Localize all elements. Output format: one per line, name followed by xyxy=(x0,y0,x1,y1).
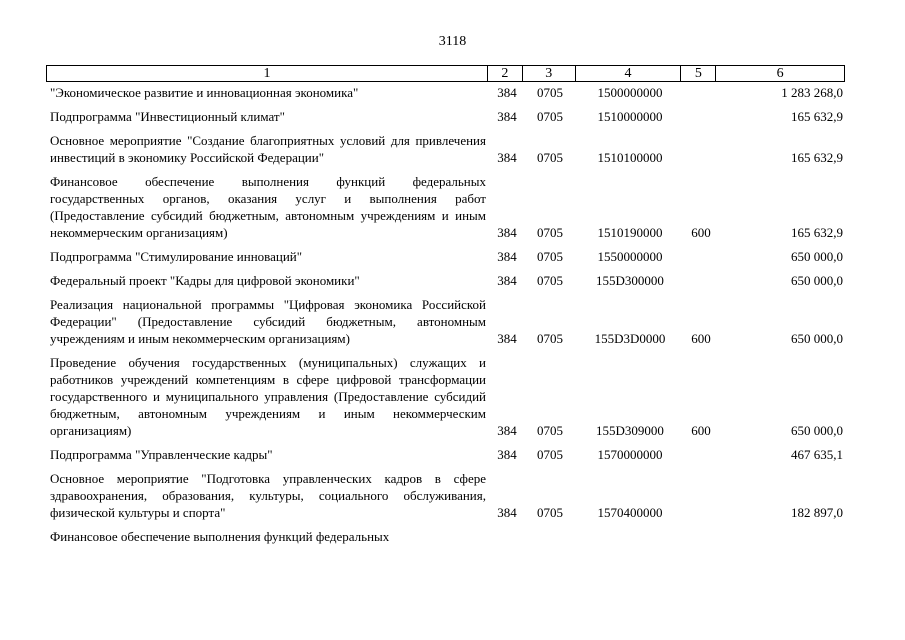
row-amount: 1 283 268,0 xyxy=(781,85,843,100)
page-number: 3118 xyxy=(438,34,467,49)
row-ministry-code: 384 xyxy=(497,249,517,264)
header-col-3: 3 xyxy=(523,66,576,81)
table-row xyxy=(46,108,845,125)
row-description: "Экономическое развитие и инновационная экономика" xyxy=(50,85,359,100)
row-target-article: 1570000000 xyxy=(597,447,663,462)
row-target-article: 1500000000 xyxy=(597,85,663,100)
row-section-code: 0705 xyxy=(537,109,563,124)
row-amount: 165 632,9 xyxy=(791,225,843,240)
row-amount: 165 632,9 xyxy=(791,150,843,165)
table-row xyxy=(46,272,845,289)
row-target-article: 155D3D0000 xyxy=(594,331,666,346)
row-ministry-code: 384 xyxy=(497,273,517,288)
row-section-code: 0705 xyxy=(537,331,563,346)
row-ministry-code: 384 xyxy=(497,331,517,346)
row-target-article: 1570400000 xyxy=(597,505,663,520)
row-expense-type: 600 xyxy=(691,225,711,240)
row-ministry-code: 384 xyxy=(497,85,517,100)
row-description: Подпрограмма "Инвестиционный климат" xyxy=(50,109,285,124)
row-description: Федеральный проект "Кадры для цифровой экономики" xyxy=(50,273,360,288)
row-ministry-code: 384 xyxy=(497,150,517,165)
row-description: Подпрограмма "Стимулирование инноваций" xyxy=(50,249,303,264)
row-ministry-code: 384 xyxy=(497,225,517,240)
row-ministry-code: 384 xyxy=(497,109,517,124)
table-row xyxy=(46,84,845,101)
row-section-code: 0705 xyxy=(537,225,563,240)
row-section-code: 0705 xyxy=(537,447,563,462)
row-section-code: 0705 xyxy=(537,150,563,165)
row-description: Подпрограмма "Управленческие кадры" xyxy=(50,447,273,462)
row-expense-type: 600 xyxy=(691,331,711,346)
table-row xyxy=(46,132,845,166)
row-amount: 650 000,0 xyxy=(791,273,843,288)
row-section-code: 0705 xyxy=(537,249,563,264)
row-target-article: 1550000000 xyxy=(597,249,663,264)
table-row xyxy=(46,296,845,347)
table-row xyxy=(46,354,845,439)
header-col-5: 5 xyxy=(681,66,716,81)
row-amount: 165 632,9 xyxy=(791,109,843,124)
row-target-article: 1510100000 xyxy=(597,150,663,165)
row-section-code: 0705 xyxy=(537,273,563,288)
table-header xyxy=(46,65,845,82)
row-amount: 650 000,0 xyxy=(791,249,843,264)
row-description: Проведение обучения государственных (муниципальных) служащих и работников учреждений компетенциям в сфере цифровой трансформации государственного и муниципального управления (Предоставление субсидий бюджетным, автономным учреждениям и иным некоммерческим организациям) xyxy=(50,355,486,438)
row-section-code: 0705 xyxy=(537,423,563,438)
row-section-code: 0705 xyxy=(537,505,563,520)
table-body xyxy=(46,84,845,552)
table-row xyxy=(46,446,845,463)
header-col-2: 2 xyxy=(488,66,523,81)
row-description: Реализация национальной программы "Цифровая экономика Российской Федерации" (Предоставление субсидий бюджетным, автономным учреждениям и иным некоммерческим организациям) xyxy=(50,297,486,346)
row-target-article: 1510000000 xyxy=(597,109,663,124)
row-ministry-code: 384 xyxy=(497,505,517,520)
header-col-1: 1 xyxy=(47,66,488,81)
table-row xyxy=(46,528,845,545)
row-ministry-code: 384 xyxy=(497,447,517,462)
header-col-6: 6 xyxy=(776,66,784,81)
table-row xyxy=(46,248,845,265)
row-amount: 182 897,0 xyxy=(791,505,843,520)
header-col-4: 4 xyxy=(576,66,682,81)
row-target-article: 155D300000 xyxy=(596,273,664,288)
row-description: Основное мероприятие "Подготовка управленческих кадров в сфере здравоохранения, образования, культуры, социального обслуживания, физической культуры и спорта" xyxy=(50,471,486,520)
row-ministry-code: 384 xyxy=(497,423,517,438)
row-description: Основное мероприятие "Создание благоприятных условий для привлечения инвестиций в экономику Российской Федерации" xyxy=(50,133,486,165)
table-row xyxy=(46,470,845,521)
row-amount: 650 000,0 xyxy=(791,331,843,346)
row-expense-type: 600 xyxy=(691,423,711,438)
row-description: Финансовое обеспечение выполнения функций федеральных xyxy=(50,529,390,544)
table-row xyxy=(46,173,845,241)
row-section-code: 0705 xyxy=(537,85,563,100)
row-target-article: 1510190000 xyxy=(597,225,663,240)
row-target-article: 155D309000 xyxy=(596,423,664,438)
row-amount: 650 000,0 xyxy=(791,423,843,438)
row-description: Финансовое обеспечение выполнения функций федеральных государственных органов, оказания услуг и выполнения работ (Предоставление субсидий бюджетным, автономным учреждениям и иным некоммерческим организациям) xyxy=(50,174,486,240)
row-amount: 467 635,1 xyxy=(791,447,843,462)
